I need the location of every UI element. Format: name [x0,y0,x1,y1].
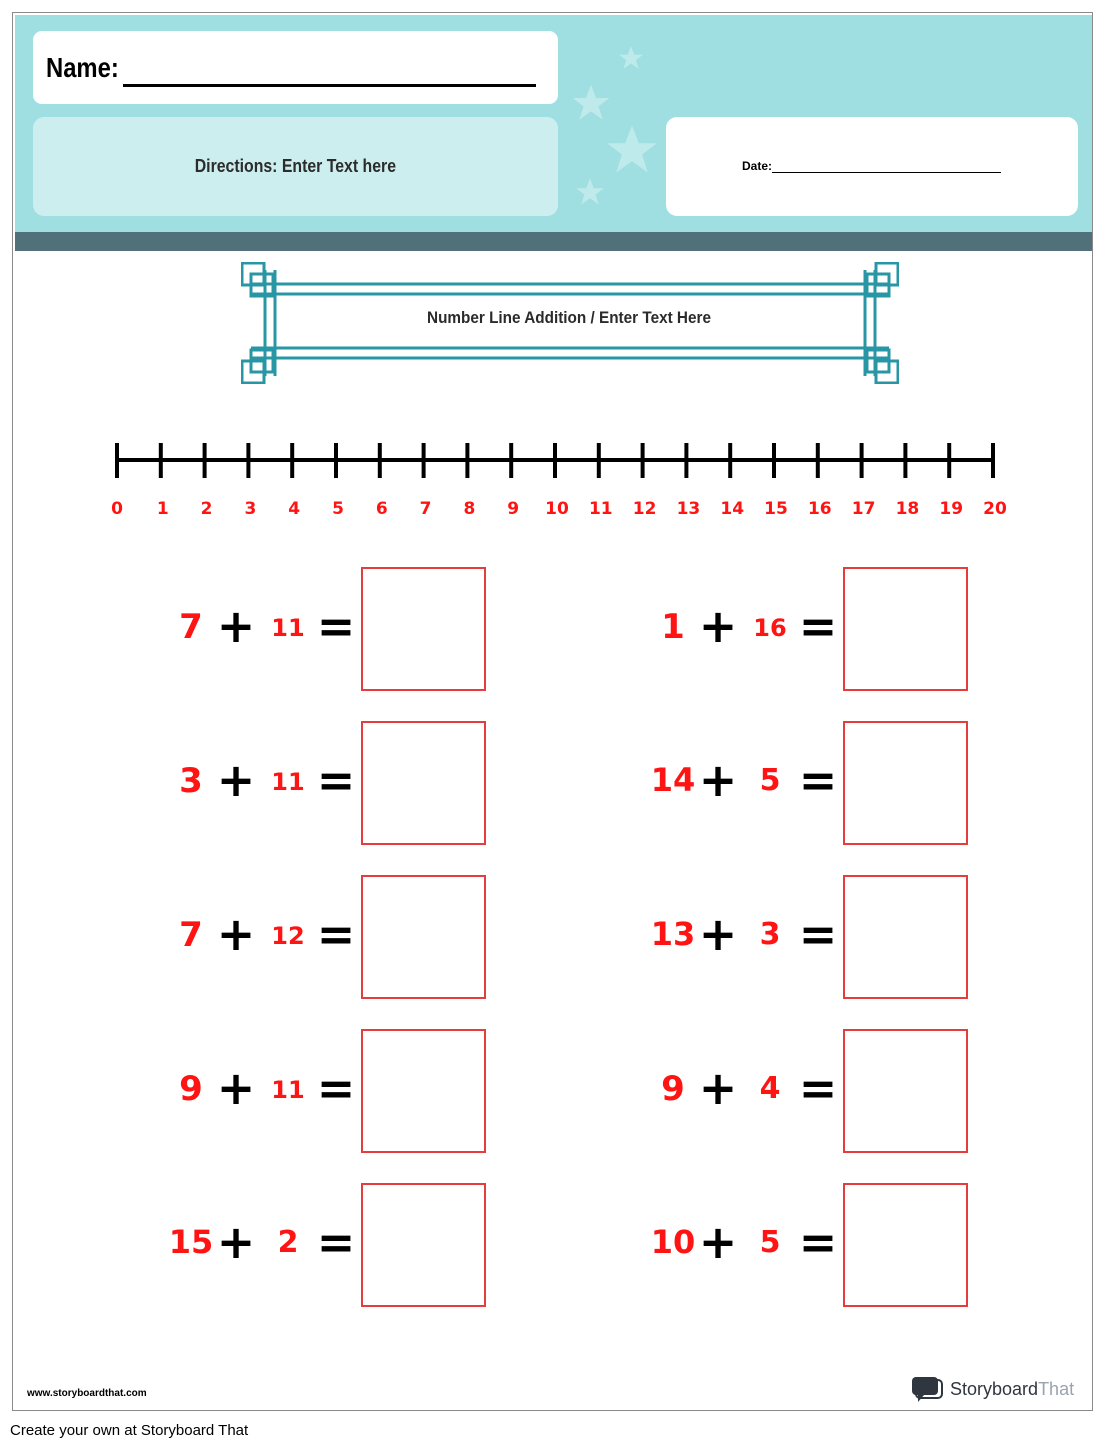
directions-box[interactable] [33,117,558,216]
equals-sign: = [798,907,838,961]
logo-text: StoryboardThat [950,1378,1075,1399]
addend-a: 9 [661,1069,685,1109]
addition-problem [13,875,513,999]
number-line-label: 19 [939,499,964,519]
number-line-label: 17 [851,499,876,519]
addend-a: 14 [650,761,696,799]
answer-box[interactable] [361,1183,486,1307]
plus-sign: + [216,907,256,961]
addition-problem [13,1183,513,1307]
addend-a: 7 [179,607,203,647]
addend-b: 12 [271,922,305,950]
addition-problem [495,721,995,845]
plus-sign: + [698,599,738,653]
header-divider-band [15,232,1092,251]
worksheet-title[interactable]: Number Line Addition / Enter Text Here [427,308,711,327]
number-line-label: 10 [545,499,569,519]
plus-sign: + [698,1061,738,1115]
equals-sign: = [798,1215,838,1269]
number-line-label: 9 [507,499,520,519]
footer-url[interactable]: www.storyboardthat.com [27,1388,147,1399]
addition-problem [495,567,995,691]
number-line-label: 11 [588,499,613,519]
addend-a: 9 [179,1069,203,1109]
bottom-caption[interactable]: Create your own at Storyboard That [10,1422,249,1439]
addend-b: 11 [271,614,305,642]
addend-b: 11 [271,768,305,796]
equals-sign: = [316,753,356,807]
star-decoration [618,45,644,71]
addend-a: 1 [661,607,685,647]
equals-sign: = [316,599,356,653]
addend-a: 7 [179,915,203,955]
addend-b: 2 [277,1225,299,1260]
addend-a: 15 [168,1223,214,1261]
plus-sign: + [216,599,256,653]
number-line-label: 12 [632,499,657,519]
addend-b: 4 [759,1071,781,1106]
number-line-label: 14 [720,499,745,519]
plus-sign: + [698,753,738,807]
number-line-label: 0 [111,499,123,519]
number-line-label: 4 [288,499,301,519]
addend-a: 13 [650,915,696,953]
addition-problem [495,1029,995,1153]
date-underline [772,172,1001,173]
answer-box[interactable] [843,721,968,845]
number-line-label: 8 [463,499,476,519]
plus-sign: + [698,1215,738,1269]
date-label: Date: [742,159,773,173]
addend-b: 5 [759,763,781,798]
addend-a: 10 [650,1223,696,1261]
plus-sign: + [698,907,738,961]
header-panel [15,15,1092,234]
answer-box[interactable] [361,1029,486,1153]
directions-text: Directions: Enter Text here [194,156,397,176]
name-underline [123,84,536,87]
star-decoration [571,83,611,123]
equals-sign: = [798,753,838,807]
storyboardthat-logo[interactable] [910,1375,1074,1403]
worksheet [12,12,1093,1411]
number-line-label: 7 [419,499,432,519]
number-line-label: 18 [895,499,920,519]
equals-sign: = [798,1061,838,1115]
answer-box[interactable] [843,875,968,999]
number-line-label: 1 [156,499,169,519]
addend-b: 3 [759,917,781,952]
addition-problem [13,721,513,845]
number-line [103,423,1023,528]
addend-b: 16 [753,614,787,642]
number-line-label: 3 [244,499,257,519]
equals-sign: = [316,1215,356,1269]
addition-problem [13,567,513,691]
number-line-label: 20 [983,499,1007,519]
answer-box[interactable] [843,1029,968,1153]
answer-box[interactable] [361,567,486,691]
plus-sign: + [216,753,256,807]
name-label: Name: [46,51,119,83]
number-line-label: 6 [375,499,388,519]
addend-b: 5 [759,1225,781,1260]
equals-sign: = [316,1061,356,1115]
speech-bubble-icon [910,1375,944,1403]
number-line-label: 13 [676,499,701,519]
addend-b: 11 [271,1076,305,1104]
answer-box[interactable] [361,875,486,999]
equals-sign: = [798,599,838,653]
number-line-label: 2 [200,499,213,519]
addition-problem [495,875,995,999]
number-line-label: 15 [764,499,788,519]
equals-sign: = [316,907,356,961]
number-line-label: 5 [332,499,344,519]
addition-problem [495,1183,995,1307]
addition-problem [13,1029,513,1153]
date-field[interactable] [666,117,1078,216]
answer-box[interactable] [843,567,968,691]
name-field[interactable] [33,31,558,104]
answer-box[interactable] [361,721,486,845]
star-decoration [575,177,605,207]
answer-box[interactable] [843,1183,968,1307]
plus-sign: + [216,1061,256,1115]
addend-a: 3 [179,761,203,801]
star-decoration [605,123,659,177]
number-line-label: 16 [807,499,832,519]
plus-sign: + [216,1215,256,1269]
